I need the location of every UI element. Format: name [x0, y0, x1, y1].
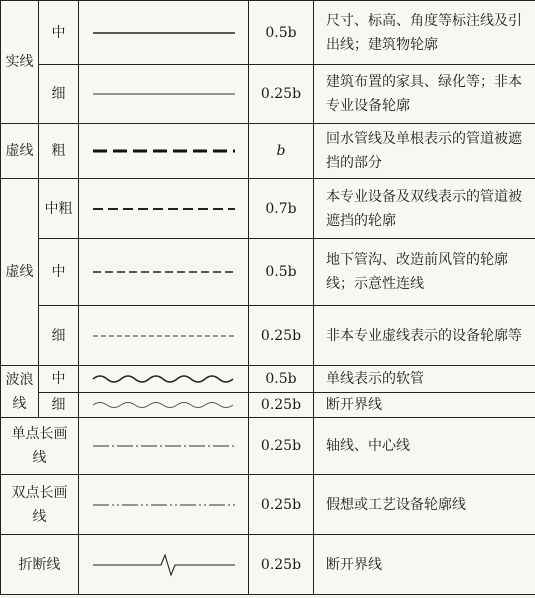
subtype-cell: 细 — [39, 393, 79, 418]
width-cell: 0.25b — [249, 65, 314, 124]
width-cell: 0.25b — [249, 306, 314, 366]
table-row — [1, 418, 535, 475]
category-cell: 虚线 — [1, 124, 39, 179]
width-cell: 0.25b — [249, 535, 314, 595]
subtype-cell: 中 — [39, 366, 79, 393]
category-cell: 实线 — [1, 1, 39, 124]
table-row — [1, 1, 535, 65]
table-row — [1, 306, 535, 366]
category-cell: 虚线 — [1, 179, 39, 366]
usage-cell: 尺寸、标高、角度等标注线及引出线；建筑物轮廓 — [314, 1, 535, 65]
width-cell: b — [249, 124, 314, 179]
usage-cell: 轴线、中心线 — [314, 418, 535, 475]
line-sample — [79, 418, 249, 475]
table-row — [1, 366, 535, 393]
subtype-cell: 粗 — [39, 124, 79, 179]
table-row — [1, 535, 535, 595]
usage-cell: 地下管沟、改造前风管的轮廓线；示意性连线 — [314, 239, 535, 306]
line-sample — [79, 179, 249, 239]
line-sample — [79, 1, 249, 65]
usage-cell: 回水管线及单根表示的管道被遮挡的部分 — [314, 124, 535, 179]
width-cell: 0.5b — [249, 366, 314, 393]
line-sample — [79, 366, 249, 393]
line-sample — [79, 393, 249, 418]
line-sample — [79, 475, 249, 535]
category-cell: 双点长画线 — [1, 475, 79, 535]
width-cell: 0.5b — [249, 1, 314, 65]
width-cell: 0.25b — [249, 475, 314, 535]
usage-cell: 本专业设备及双线表示的管道被遮挡的轮廓 — [314, 179, 535, 239]
table-row — [1, 239, 535, 306]
usage-cell: 非本专业虚线表示的设备轮廓等 — [314, 306, 535, 366]
line-sample — [79, 65, 249, 124]
usage-cell: 断开界线 — [314, 535, 535, 595]
table-row — [1, 393, 535, 418]
table-row — [1, 475, 535, 535]
table-row — [1, 65, 535, 124]
line-sample — [79, 535, 249, 595]
category-cell: 单点长画线 — [1, 418, 79, 475]
subtype-cell: 中粗 — [39, 179, 79, 239]
subtype-cell: 细 — [39, 65, 79, 124]
usage-cell: 假想或工艺设备轮廓线 — [314, 475, 535, 535]
subtype-cell: 中 — [39, 1, 79, 65]
usage-cell: 断开界线 — [314, 393, 535, 418]
line-sample — [79, 239, 249, 306]
category-cell: 波浪线 — [1, 366, 39, 418]
usage-cell: 建筑布置的家具、绿化等；非本专业设备轮廓 — [314, 65, 535, 124]
table-row — [1, 179, 535, 239]
width-cell: 0.25b — [249, 418, 314, 475]
width-cell: 0.7b — [249, 179, 314, 239]
subtype-cell: 中 — [39, 239, 79, 306]
width-cell: 0.5b — [249, 239, 314, 306]
subtype-cell: 细 — [39, 306, 79, 366]
line-sample — [79, 306, 249, 366]
width-cell: 0.25b — [249, 393, 314, 418]
category-cell: 折断线 — [1, 535, 79, 595]
table-row — [1, 124, 535, 179]
usage-cell: 单线表示的软管 — [314, 366, 535, 393]
line-sample — [79, 124, 249, 179]
